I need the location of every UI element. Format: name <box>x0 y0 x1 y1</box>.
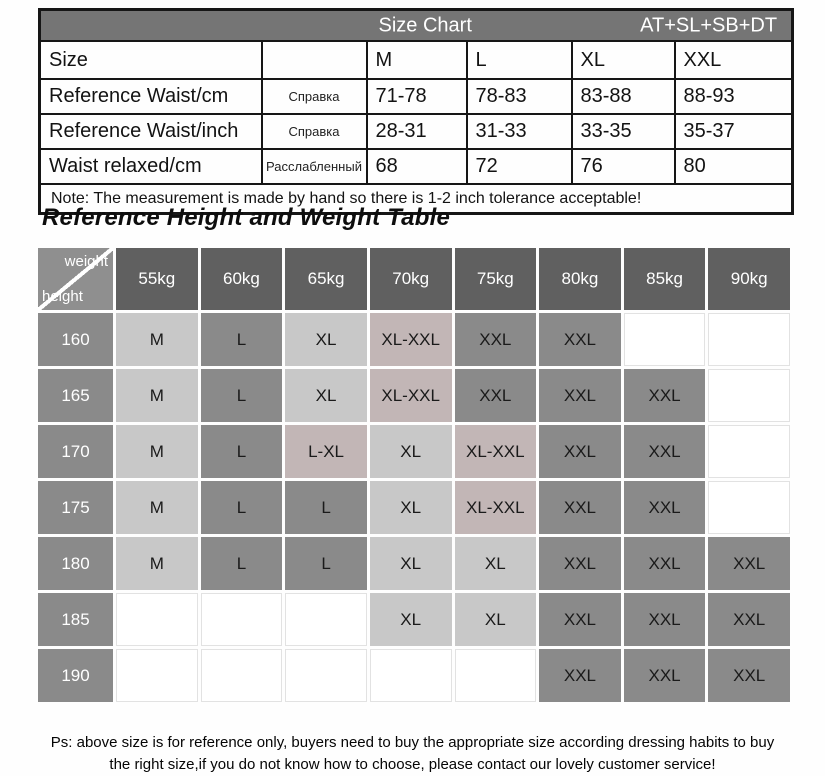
cell-value: 83-88 <box>572 79 675 114</box>
size-cell: M <box>116 425 198 478</box>
size-cell: XXL <box>708 593 790 646</box>
size-cell: L <box>201 425 283 478</box>
height-header: 160 <box>38 313 113 366</box>
weight-header: 60kg <box>201 248 283 310</box>
size-cell <box>455 649 537 702</box>
size-cell: XXL <box>539 593 621 646</box>
size-cell <box>624 313 706 366</box>
size-cell: XL <box>285 313 367 366</box>
cell-value: XL <box>572 41 675 79</box>
row-label: Reference Waist/inch <box>40 114 262 149</box>
size-cell <box>201 649 283 702</box>
size-cell: M <box>116 537 198 590</box>
size-cell: L <box>201 537 283 590</box>
row-sublabel: Справка <box>262 114 367 149</box>
size-chart-header-row <box>40 10 793 42</box>
size-cell: L <box>201 369 283 422</box>
row-label: Reference Waist/cm <box>40 79 262 114</box>
size-cell: XXL <box>539 425 621 478</box>
table-row <box>40 79 793 114</box>
size-cell <box>201 593 283 646</box>
height-header: 185 <box>38 593 113 646</box>
cell-value: 76 <box>572 149 675 184</box>
weight-header: 75kg <box>455 248 537 310</box>
corner-cell <box>38 248 113 310</box>
size-cell <box>708 369 790 422</box>
size-cell: XXL <box>455 369 537 422</box>
size-cell: L-XL <box>285 425 367 478</box>
size-cell: L <box>201 481 283 534</box>
row-sublabel <box>262 41 367 79</box>
row-sublabel: Расслабленный <box>262 149 367 184</box>
size-cell: XL <box>370 537 452 590</box>
cell-value: L <box>467 41 572 79</box>
size-cell: XXL <box>624 425 706 478</box>
size-cell <box>708 425 790 478</box>
height-header: 190 <box>38 649 113 702</box>
cell-value: M <box>367 41 467 79</box>
height-header: 180 <box>38 537 113 590</box>
size-chart-table <box>38 8 794 215</box>
cell-value: 28-31 <box>367 114 467 149</box>
cell-value: 88-93 <box>675 79 793 114</box>
table-row <box>40 114 793 149</box>
size-cell: M <box>116 481 198 534</box>
product-code: AT+SL+SB+DT <box>640 14 778 36</box>
cell-value: 72 <box>467 149 572 184</box>
table-row <box>40 149 793 184</box>
height-header: 165 <box>38 369 113 422</box>
section-heading: Reference Height and Weight Table <box>42 204 451 231</box>
height-weight-grid <box>38 248 790 702</box>
height-header: 175 <box>38 481 113 534</box>
size-cell <box>116 649 198 702</box>
size-cell: XXL <box>624 593 706 646</box>
size-chart-header <box>40 10 793 42</box>
size-cell: XL-XXL <box>455 425 537 478</box>
corner-weight-label: weight <box>64 253 108 270</box>
cell-value: 35-37 <box>675 114 793 149</box>
size-cell: L <box>285 481 367 534</box>
height-header: 170 <box>38 425 113 478</box>
row-label: Size <box>40 41 262 79</box>
size-cell: L <box>285 537 367 590</box>
size-cell: XXL <box>624 481 706 534</box>
corner-height-label: height <box>42 288 83 305</box>
size-cell: XXL <box>539 649 621 702</box>
size-cell: XL <box>285 369 367 422</box>
size-cell: XL <box>455 537 537 590</box>
table-row <box>40 41 793 79</box>
size-cell: XXL <box>539 537 621 590</box>
size-cell <box>285 593 367 646</box>
footer-line-1: Ps: above size is for reference only, buyers need to buy the appropriate size according dressing habits to buy <box>50 734 775 751</box>
size-cell: XXL <box>455 313 537 366</box>
footer-note <box>0 732 825 776</box>
row-label: Waist relaxed/cm <box>40 149 262 184</box>
cell-value: XXL <box>675 41 793 79</box>
size-cell: XL-XXL <box>455 481 537 534</box>
weight-header: 80kg <box>539 248 621 310</box>
size-cell: XL-XXL <box>370 313 452 366</box>
size-chart-title: Size Chart <box>378 14 472 36</box>
cell-value: 80 <box>675 149 793 184</box>
row-sublabel: Справка <box>262 79 367 114</box>
size-cell: L <box>201 313 283 366</box>
footer-line-2: the right size,if you do not know how to choose, please contact our lovely customer service! <box>109 755 716 773</box>
size-cell: M <box>116 369 198 422</box>
size-cell: XXL <box>624 649 706 702</box>
size-cell <box>116 593 198 646</box>
size-cell: XXL <box>539 313 621 366</box>
weight-header: 90kg <box>708 248 790 310</box>
size-cell <box>708 313 790 366</box>
size-cell: XXL <box>539 369 621 422</box>
size-cell: M <box>116 313 198 366</box>
size-cell: XXL <box>539 481 621 534</box>
size-cell: XL <box>370 593 452 646</box>
cell-value: 68 <box>367 149 467 184</box>
size-cell: XXL <box>708 649 790 702</box>
size-cell: XL-XXL <box>370 369 452 422</box>
cell-value: 78-83 <box>467 79 572 114</box>
weight-header: 85kg <box>624 248 706 310</box>
cell-value: 33-35 <box>572 114 675 149</box>
weight-header: 70kg <box>370 248 452 310</box>
cell-value: 31-33 <box>467 114 572 149</box>
weight-header: 65kg <box>285 248 367 310</box>
cell-value: 71-78 <box>367 79 467 114</box>
note-text: Note: The measurement is made by hand so there is 1-2 inch tolerance acceptable! <box>40 184 793 214</box>
size-cell: XL <box>370 425 452 478</box>
weight-header: 55kg <box>116 248 198 310</box>
size-cell: XL <box>455 593 537 646</box>
size-cell: XL <box>370 481 452 534</box>
size-cell: XXL <box>624 369 706 422</box>
size-cell <box>708 481 790 534</box>
size-cell <box>285 649 367 702</box>
size-cell: XXL <box>708 537 790 590</box>
size-cell <box>370 649 452 702</box>
size-cell: XXL <box>624 537 706 590</box>
